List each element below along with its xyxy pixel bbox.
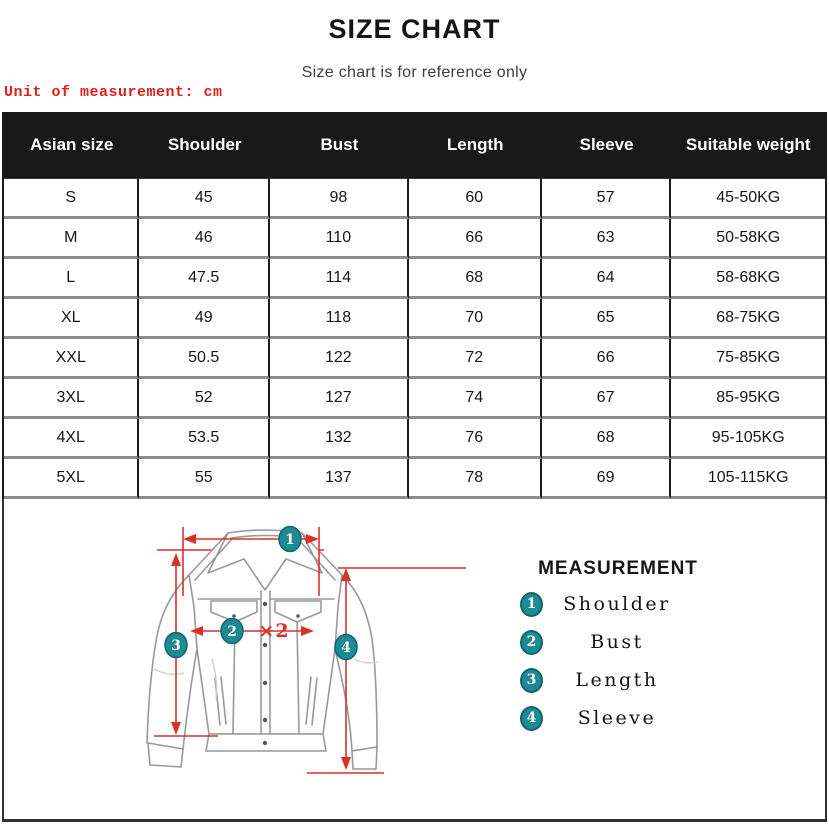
- legend-item-bust: [496, 630, 740, 668]
- measurement-diagram-panel: [2, 499, 827, 822]
- col-header-length: Length: [409, 112, 542, 178]
- cell-bust: 110: [270, 219, 409, 259]
- cell-shoulder: 45: [139, 178, 270, 219]
- page-title: SIZE CHART: [328, 14, 501, 44]
- jacket-measurement-diagram: [4, 499, 504, 819]
- legend-number-badge-2: 2: [520, 630, 543, 655]
- legend-number-badge-4: 4: [520, 706, 543, 731]
- legend-label-sleeve: Sleeve: [577, 707, 657, 729]
- cell-size: 3XL: [4, 379, 139, 419]
- table-row-3xl: [4, 379, 825, 419]
- marker-4-label: 4: [341, 640, 351, 656]
- cell-bust: 127: [270, 379, 409, 419]
- col-header-asian-size: Asian size: [4, 112, 139, 178]
- cell-length: 74: [409, 379, 542, 419]
- cell-size: XL: [4, 299, 139, 339]
- cell-shoulder: 50.5: [139, 339, 270, 379]
- marker-2-label: 2: [227, 624, 237, 640]
- cell-size: L: [4, 259, 139, 299]
- cell-length: 66: [409, 219, 542, 259]
- cell-sleeve: 63: [542, 219, 672, 259]
- size-table-header: [4, 112, 825, 178]
- cell-length: 70: [409, 299, 542, 339]
- legend-item-length: [496, 668, 740, 706]
- col-header-bust: Bust: [270, 112, 409, 178]
- cell-shoulder: 55: [139, 459, 270, 499]
- cell-sleeve: 64: [542, 259, 672, 299]
- cell-weight: 58-68KG: [671, 259, 825, 299]
- header-row: [4, 112, 825, 178]
- cell-length: 72: [409, 339, 542, 379]
- col-header-shoulder: Shoulder: [139, 112, 270, 178]
- cell-weight: 85-95KG: [671, 379, 825, 419]
- size-table: [2, 112, 827, 499]
- cell-bust: 114: [270, 259, 409, 299]
- cell-weight: 75-85KG: [671, 339, 825, 379]
- cell-sleeve: 69: [542, 459, 672, 499]
- cell-length: 60: [409, 178, 542, 219]
- legend-label-length: Length: [575, 669, 659, 691]
- cell-weight: 45-50KG: [671, 178, 825, 219]
- legend-title: MEASUREMENT: [538, 558, 698, 579]
- table-row-4xl: [4, 419, 825, 459]
- cell-bust: 137: [270, 459, 409, 499]
- table-row-xxl: [4, 339, 825, 379]
- table-row-s: [4, 178, 825, 219]
- cell-shoulder: 52: [139, 379, 270, 419]
- legend-label-shoulder: Shoulder: [563, 593, 671, 615]
- cell-sleeve: 66: [542, 339, 672, 379]
- table-row-m: [4, 219, 825, 259]
- table-row-l: [4, 259, 825, 299]
- size-table-body: [4, 178, 825, 499]
- legend-number-badge-3: 3: [520, 668, 543, 693]
- cell-sleeve: 67: [542, 379, 672, 419]
- bust-multiplier-label: ×2: [258, 620, 290, 642]
- legend-item-sleeve: [496, 706, 740, 744]
- cell-weight: 50-58KG: [671, 219, 825, 259]
- cell-weight: 68-75KG: [671, 299, 825, 339]
- cell-shoulder: 49: [139, 299, 270, 339]
- cell-size: 5XL: [4, 459, 139, 499]
- cell-sleeve: 68: [542, 419, 672, 459]
- cell-shoulder: 53.5: [139, 419, 270, 459]
- marker-3-label: 3: [171, 638, 181, 654]
- cell-shoulder: 46: [139, 219, 270, 259]
- cell-length: 68: [409, 259, 542, 299]
- cell-size: 4XL: [4, 419, 139, 459]
- cell-sleeve: 57: [542, 178, 672, 219]
- cell-weight: 95-105KG: [671, 419, 825, 459]
- cell-sleeve: 65: [542, 299, 672, 339]
- cell-size: S: [4, 178, 139, 219]
- cell-bust: 122: [270, 339, 409, 379]
- cell-bust: 118: [270, 299, 409, 339]
- legend-number-badge-1: 1: [520, 592, 543, 617]
- cell-bust: 132: [270, 419, 409, 459]
- subtitle: Size chart is for reference only: [301, 64, 528, 81]
- cell-size: M: [4, 219, 139, 259]
- legend-item-shoulder: [496, 592, 740, 630]
- table-row-5xl: [4, 459, 825, 499]
- cell-shoulder: 47.5: [139, 259, 270, 299]
- cell-weight: 105-115KG: [671, 459, 825, 499]
- unit-of-measurement-note: Unit of measurement: cm: [4, 84, 223, 101]
- col-header-sleeve: Sleeve: [542, 112, 672, 178]
- measurement-legend: [496, 557, 740, 744]
- legend-label-bust: Bust: [590, 631, 644, 653]
- marker-1-label: 1: [285, 532, 295, 548]
- cell-length: 76: [409, 419, 542, 459]
- table-row-xl: [4, 299, 825, 339]
- cell-size: XXL: [4, 339, 139, 379]
- cell-length: 78: [409, 459, 542, 499]
- cell-bust: 98: [270, 178, 409, 219]
- col-header-suitable-weight: Suitable weight: [671, 112, 825, 178]
